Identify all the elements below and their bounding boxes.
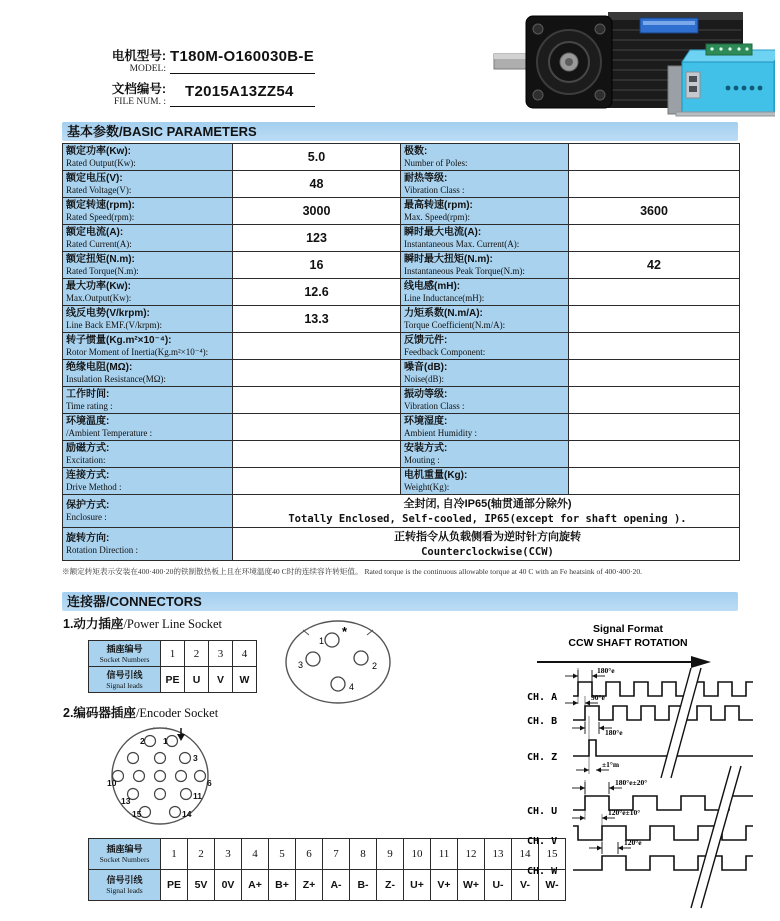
- socket-number: 5: [269, 839, 296, 870]
- param-label: 工作时间:: [66, 388, 110, 400]
- socket-numbers-label-cn: 插座编号: [106, 643, 143, 654]
- table-row: [63, 333, 740, 360]
- basic-parameters-title: 基本参数/BASIC PARAMETERS: [67, 124, 257, 139]
- signal-lead: U: [185, 667, 209, 693]
- param-value: [233, 468, 401, 495]
- param-label-en: Line Inductance(mH):: [404, 292, 485, 303]
- table-row: [63, 279, 740, 306]
- param-label-en: Noise(dB):: [404, 373, 444, 384]
- signal-lead: Z-: [377, 870, 404, 901]
- signal-lead: B-: [350, 870, 377, 901]
- basic-parameters-table: [62, 143, 740, 561]
- param-value: 12.6: [233, 279, 401, 306]
- channel-w-label: CH. W: [527, 866, 558, 877]
- waveform-channel-w: [573, 856, 753, 870]
- socket-number: 1: [161, 641, 185, 667]
- socket-number: 11: [431, 839, 458, 870]
- file-num-label-en: FILE NUM. :: [114, 97, 166, 107]
- encoder-pin-label-14: 14: [182, 809, 192, 819]
- signal-format-title: Signal Format: [592, 623, 664, 635]
- socket-number: 4: [233, 641, 257, 667]
- param-value: [569, 414, 740, 441]
- model-value: T180M-O160030B-E: [170, 48, 315, 65]
- param-label-en: /Ambient Temperature :: [66, 427, 153, 438]
- param-label: 额定电压(V):: [66, 172, 123, 184]
- param-label-en: Rated Current(A):: [66, 238, 132, 249]
- param-label: 瞬时最大扭矩(N.m):: [404, 253, 493, 265]
- table-row: [63, 360, 740, 387]
- table-row: [63, 306, 740, 333]
- param-label-en: Drive Method :: [66, 481, 122, 492]
- channel-z-label: CH. Z: [527, 752, 558, 763]
- param-label: 最高转速(rpm):: [404, 199, 473, 211]
- power-socket-pin-diagram: [283, 618, 398, 706]
- socket-number: 4: [242, 839, 269, 870]
- socket-number: 7: [323, 839, 350, 870]
- signal-lead: 5V: [188, 870, 215, 901]
- power-socket-heading: [63, 614, 222, 632]
- motor-product-photo: [490, 2, 775, 117]
- table-row-rotation: [63, 528, 740, 561]
- param-label: 连接方式:: [66, 469, 110, 481]
- param-label: 旋转方向:: [66, 532, 110, 544]
- socket-number: 2: [188, 839, 215, 870]
- socket-number: 13: [485, 839, 512, 870]
- param-value: 3000: [233, 198, 401, 225]
- param-value: 123: [233, 225, 401, 252]
- param-label-en: Weight(Kg):: [404, 481, 450, 492]
- key-mark-icon: *: [342, 624, 348, 639]
- signal-leads-label-en: Signal leads: [106, 680, 143, 690]
- table-row: [63, 144, 740, 171]
- pin-label-3: 3: [298, 660, 304, 670]
- dim-uv-120e10: 120°e±10°: [608, 808, 641, 817]
- param-label: 反馈元件:: [404, 334, 448, 346]
- param-label: 力矩系数(N.m/A):: [404, 307, 483, 319]
- encoder-socket-heading: [63, 703, 218, 721]
- socket-number: 12: [458, 839, 485, 870]
- signal-lead: B+: [269, 870, 296, 901]
- socket-number: 6: [296, 839, 323, 870]
- socket-number: 14: [512, 839, 539, 870]
- waveform-channel-v: [573, 826, 753, 840]
- table-row: [89, 839, 566, 870]
- param-label-en: Rated Output(Kw):: [66, 157, 136, 168]
- param-value: [569, 441, 740, 468]
- socket-number: 15: [539, 839, 566, 870]
- param-value: [569, 225, 740, 252]
- param-value: 48: [233, 171, 401, 198]
- signal-lead: 0V: [215, 870, 242, 901]
- param-value: [233, 360, 401, 387]
- waveform-break-icon: [661, 668, 741, 908]
- signal-lead: V: [209, 667, 233, 693]
- param-label-en: Max.Output(Kw):: [66, 292, 132, 303]
- param-label-en: Feedback Component:: [404, 346, 486, 357]
- waveform-channel-z: [573, 740, 753, 756]
- connectors-header: [62, 592, 738, 611]
- param-label: 最大功率(Kw):: [66, 280, 131, 292]
- pin-label-2: 2: [372, 661, 378, 671]
- signal-lead: W+: [458, 870, 485, 901]
- param-label: 线反电势(V/krpm):: [66, 307, 150, 319]
- param-label: 转子惯量(Kg.m²×10⁻⁴):: [66, 334, 172, 346]
- model-label-cn: 电机型号:: [111, 49, 166, 63]
- param-value: [569, 171, 740, 198]
- param-value: 13.3: [233, 306, 401, 333]
- signal-lead: A-: [323, 870, 350, 901]
- param-label: 安装方式:: [404, 442, 448, 454]
- socket-number: 1: [161, 839, 188, 870]
- socket-number: 10: [404, 839, 431, 870]
- param-label-en: Vibration Class :: [404, 400, 465, 411]
- param-label: 额定扭矩(N.m):: [66, 253, 135, 265]
- encoder-pin-label-10: 10: [107, 778, 117, 788]
- file-num-label-cn: 文档编号:: [111, 82, 166, 96]
- param-label: 额定转速(rpm):: [66, 199, 135, 211]
- param-label-en: Instantaneous Max. Current(A):: [404, 238, 520, 249]
- param-label-en: Ambient Humidity :: [404, 427, 477, 438]
- encoder-pin-label-6: 6: [207, 778, 212, 788]
- socket-numbers-label-cn: 插座编号: [106, 844, 143, 854]
- signal-lead: W: [233, 667, 257, 693]
- param-label-en: Mouting :: [404, 454, 440, 465]
- signal-lead: V+: [431, 870, 458, 901]
- channel-u-label: CH. U: [527, 806, 558, 817]
- signal-lead: PE: [161, 870, 188, 901]
- table-row-enclosure: [63, 495, 740, 528]
- encoder-pin-label-2: 2: [140, 736, 145, 746]
- socket-numbers-label-en: Socket Numbers: [99, 654, 150, 664]
- param-label-en: Line Back EMF.(V/krpm):: [66, 319, 163, 330]
- param-label-en: Vibration Class :: [404, 184, 465, 195]
- signal-leads-label-en: Signal leads: [106, 886, 143, 895]
- socket-number: 9: [377, 839, 404, 870]
- param-label: 绝缘电阻(MΩ):: [66, 361, 133, 373]
- motor-nameplate: [640, 18, 698, 33]
- signal-lead: PE: [161, 667, 185, 693]
- table-row: [63, 414, 740, 441]
- table-row: [63, 225, 740, 252]
- signal-lead: A+: [242, 870, 269, 901]
- signal-lead: U+: [404, 870, 431, 901]
- param-value: [569, 279, 740, 306]
- param-value: [233, 414, 401, 441]
- param-label: 环境湿度:: [404, 415, 448, 427]
- table-row: [63, 387, 740, 414]
- param-value: [569, 468, 740, 495]
- param-value: [233, 441, 401, 468]
- table-row: [63, 441, 740, 468]
- table-row: [89, 667, 257, 693]
- document-header: [96, 46, 315, 107]
- param-label: 极数:: [404, 145, 428, 157]
- controller-connector: [686, 72, 700, 98]
- power-socket-heading-cn: 1.动力插座: [63, 617, 124, 631]
- param-label: 励磁方式:: [66, 442, 110, 454]
- signal-lead: V-: [512, 870, 539, 901]
- table-row: [63, 171, 740, 198]
- socket-number: 2: [185, 641, 209, 667]
- power-socket-table: [88, 640, 257, 693]
- enclosure-value-cn: 全封闭, 自冷IP65(轴贯通部分除外): [403, 497, 572, 510]
- socket-number: 3: [215, 839, 242, 870]
- param-value: [233, 333, 401, 360]
- table-row: [63, 468, 740, 495]
- pin-label-4: 4: [349, 682, 355, 692]
- rotation-value-en: Counterclockwise(CCW): [421, 545, 554, 558]
- encoder-pin-label-11: 11: [193, 791, 202, 801]
- connectors-title: 连接器/CONNECTORS: [67, 594, 202, 609]
- table-row: [63, 252, 740, 279]
- enclosure-value-en: Totally Enclosed, Self-cooled, IP65(except for shaft opening ).: [288, 512, 687, 525]
- param-label-en: Max. Speed(rpm):: [404, 211, 470, 222]
- model-label-en: MODEL:: [129, 64, 166, 74]
- encoder-socket-heading-en: /Encoder Socket: [135, 706, 219, 720]
- param-value: 16: [233, 252, 401, 279]
- param-value: 42: [569, 252, 740, 279]
- param-label: 瞬时最大电流(A):: [404, 226, 482, 238]
- param-label-en: Rated Torque(N.m):: [66, 265, 139, 276]
- param-label-en: Excitation:: [66, 454, 106, 465]
- param-value: [569, 144, 740, 171]
- channel-b-label: CH. B: [527, 716, 558, 727]
- param-label-en: Rated Speed(rpm):: [66, 211, 135, 222]
- dim-u-180e20: 180°e±20°: [615, 778, 648, 787]
- param-label: 耐热等级:: [404, 172, 448, 184]
- param-label: 电机重量(Kg):: [404, 469, 468, 481]
- encoder-socket-heading-cn: 2.编码器插座: [63, 706, 136, 720]
- signal-lead: U-: [485, 870, 512, 901]
- param-label-en: Torque Coefficient(N.m/A):: [404, 319, 506, 330]
- ccw-rotation-title: CCW SHAFT ROTATION: [568, 637, 688, 649]
- rotation-value-cn: 正转指令从负载侧看为逆时针方向旋转: [394, 530, 581, 543]
- param-value: 3600: [569, 198, 740, 225]
- param-label-en: Rotor Moment of Inertia(Kg.m²×10⁻⁴):: [66, 346, 209, 357]
- encoder-pin-label-13: 13: [121, 796, 131, 806]
- signal-lead: W-: [539, 870, 566, 901]
- table-row: [63, 198, 740, 225]
- param-label: 额定电流(A):: [66, 226, 124, 238]
- param-label-en: Rotation Direction :: [66, 544, 138, 555]
- param-value: [569, 306, 740, 333]
- param-label: 环境温度:: [66, 415, 110, 427]
- param-label-en: Enclosure :: [66, 511, 107, 522]
- dim-ab-90e: 90°e: [591, 693, 605, 702]
- param-label-en: Time rating :: [66, 400, 113, 411]
- waveform-channel-b: [573, 706, 753, 720]
- param-value: [233, 387, 401, 414]
- signal-lead: Z+: [296, 870, 323, 901]
- param-value: 5.0: [233, 144, 401, 171]
- param-label-en: Instantaneous Peak Torque(N.m):: [404, 265, 525, 276]
- param-label: 额定功率(Kw):: [66, 145, 131, 157]
- dim-b-180e: 180°e: [605, 728, 623, 737]
- file-num-value: T2015A13ZZ54: [185, 83, 294, 100]
- param-label: 保护方式:: [66, 499, 110, 511]
- encoder-pin-label-15: 15: [132, 809, 142, 819]
- param-label-en: Number of Poles:: [404, 157, 468, 168]
- signal-leads-label-cn: 信号引线: [106, 875, 143, 885]
- param-label: 振动等级:: [404, 388, 448, 400]
- channel-a-label: CH. A: [527, 692, 558, 703]
- basic-parameters-header: [62, 122, 738, 141]
- param-label: 噪音(dB):: [404, 361, 448, 373]
- socket-number: 3: [209, 641, 233, 667]
- encoder-pin-label-1: 1: [163, 736, 168, 746]
- param-value: [569, 360, 740, 387]
- pin-label-1: 1: [319, 636, 325, 646]
- socket-number: 8: [350, 839, 377, 870]
- table-row: [89, 870, 566, 901]
- param-label-en: Insulation Resistance(MΩ):: [66, 373, 166, 384]
- param-label: 线电感(mH):: [404, 280, 461, 292]
- dim-a-180e: 180°e: [597, 666, 615, 675]
- param-value: [569, 387, 740, 414]
- param-label-en: Rated Voltage(V):: [66, 184, 132, 195]
- channel-v-label: CH. V: [527, 836, 558, 847]
- encoder-socket-table: [88, 838, 566, 901]
- param-value: [569, 333, 740, 360]
- encoder-pin-label-3: 3: [193, 753, 198, 763]
- signal-leads-label-cn: 信号引线: [106, 669, 143, 680]
- power-socket-heading-en: /Power Line Socket: [123, 617, 223, 631]
- encoder-socket-pin-diagram: [103, 723, 223, 831]
- socket-numbers-label-en: Socket Numbers: [99, 855, 150, 864]
- dim-z-1m: ±1°m: [602, 760, 620, 769]
- rated-torque-footnote: ※额定转矩表示安装在400·400·20的铁制散热板上且在环境温度40 C时的连续容许转矩值。 Rated torque is the continuous allowable torque at 40 C with an Fe heatsink of 400·400·20.: [62, 567, 643, 576]
- dim-w-120e: 120°e: [624, 838, 642, 847]
- signal-format-diagram: [523, 616, 780, 921]
- table-row: [89, 641, 257, 667]
